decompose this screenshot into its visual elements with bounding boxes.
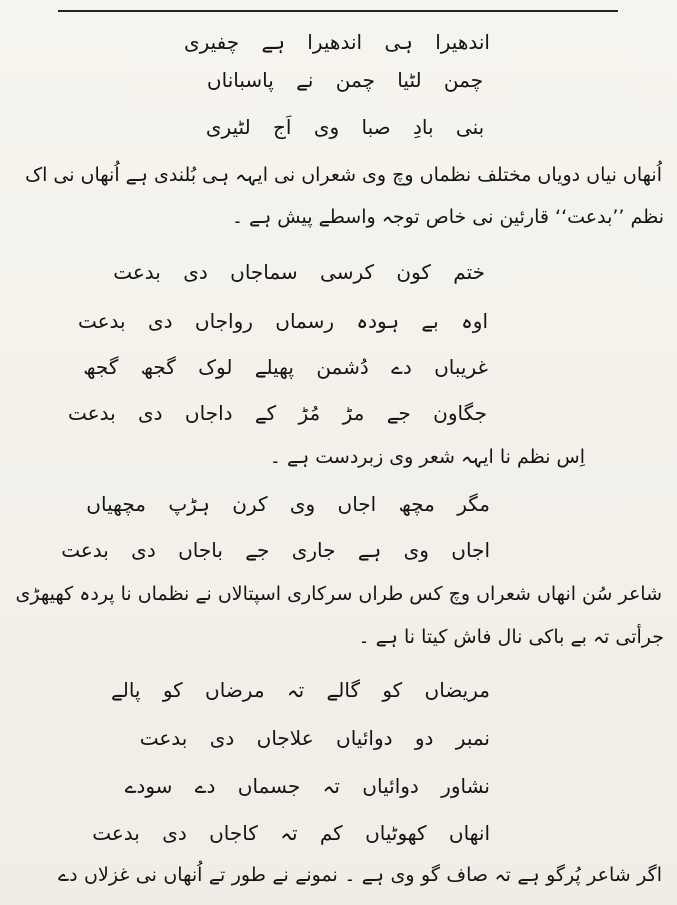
- paragraph-2-line-1: اِس نظم نا ایہہ شعر وی زبردست ہے ۔: [269, 446, 585, 468]
- stanza-2-line-1: ختم کون کرسی سماجاں دی بدعت: [113, 260, 485, 284]
- stanza-2-line-4: جگاون جے مڑ مُڑ کے داجاں دی بدعت: [68, 401, 487, 425]
- stanza-1-line-3: بنی بادِ صبا وی اَج لٹیری: [205, 115, 485, 139]
- stanza-1-line-2: چمن لٹیا چمن نے پاسباناں: [206, 68, 484, 92]
- stanza-2-line-3: غریباں دے دُشمن پھیلے لوک گجھ گجھ: [83, 355, 488, 379]
- stanza-1-line-1: اندھیرا ہی اندھیرا ہے چفیری: [183, 30, 490, 54]
- paragraph-3-line-1: شاعر سُن انھاں شعراں وچ کس طراں سرکاری اسپتالاں نے نظماں نا پردہ کھیھڑی: [15, 583, 662, 605]
- stanza-4-line-3: نشاور دوائیاں تہ جسماں دے سودے: [124, 774, 490, 798]
- top-rule: [58, 10, 618, 12]
- stanza-4-line-4: انھاں کھوٹیاں کم تہ کاجاں دی بدعت: [92, 821, 490, 845]
- stanza-4-line-1: مریضاں کو گالے تہ مرضاں کو پالے: [111, 678, 490, 702]
- stanza-2-line-2: اوہ بے ہودہ رسماں رواجاں دی بدعت: [77, 309, 488, 333]
- stanza-3-line-1: مگر مچھ اجاں وی کرن ہڑپ مچھیاں: [86, 492, 490, 516]
- stanza-4-line-2: نمبر دو دوائیاں علاجاں دی بدعت: [139, 726, 490, 750]
- paragraph-1-line-1: اُنھاں نیاں دویاں مختلف نظماں وچ وی شعراں نی ایہہ ہی بُلندی ہے اُنھاں نی اک: [25, 164, 662, 186]
- stanza-3-line-2: اجاں وی ہے جاری جے باجاں دی بدعت: [61, 538, 490, 562]
- paragraph-1-line-2: نظم ’’بدعت‘‘ قارئین نی خاص توجہ واسطے پیش ہے ۔: [231, 206, 664, 228]
- paragraph-4-line-1: اگر شاعر پُرگو ہے تہ صاف گو وی ہے ۔ نمونے نے طور تے اُنھاں نی غزلاں دے: [58, 864, 662, 886]
- paragraph-3-line-2: جرأتی تہ بے باکی نال فاش کیتا نا ہے ۔: [358, 626, 664, 648]
